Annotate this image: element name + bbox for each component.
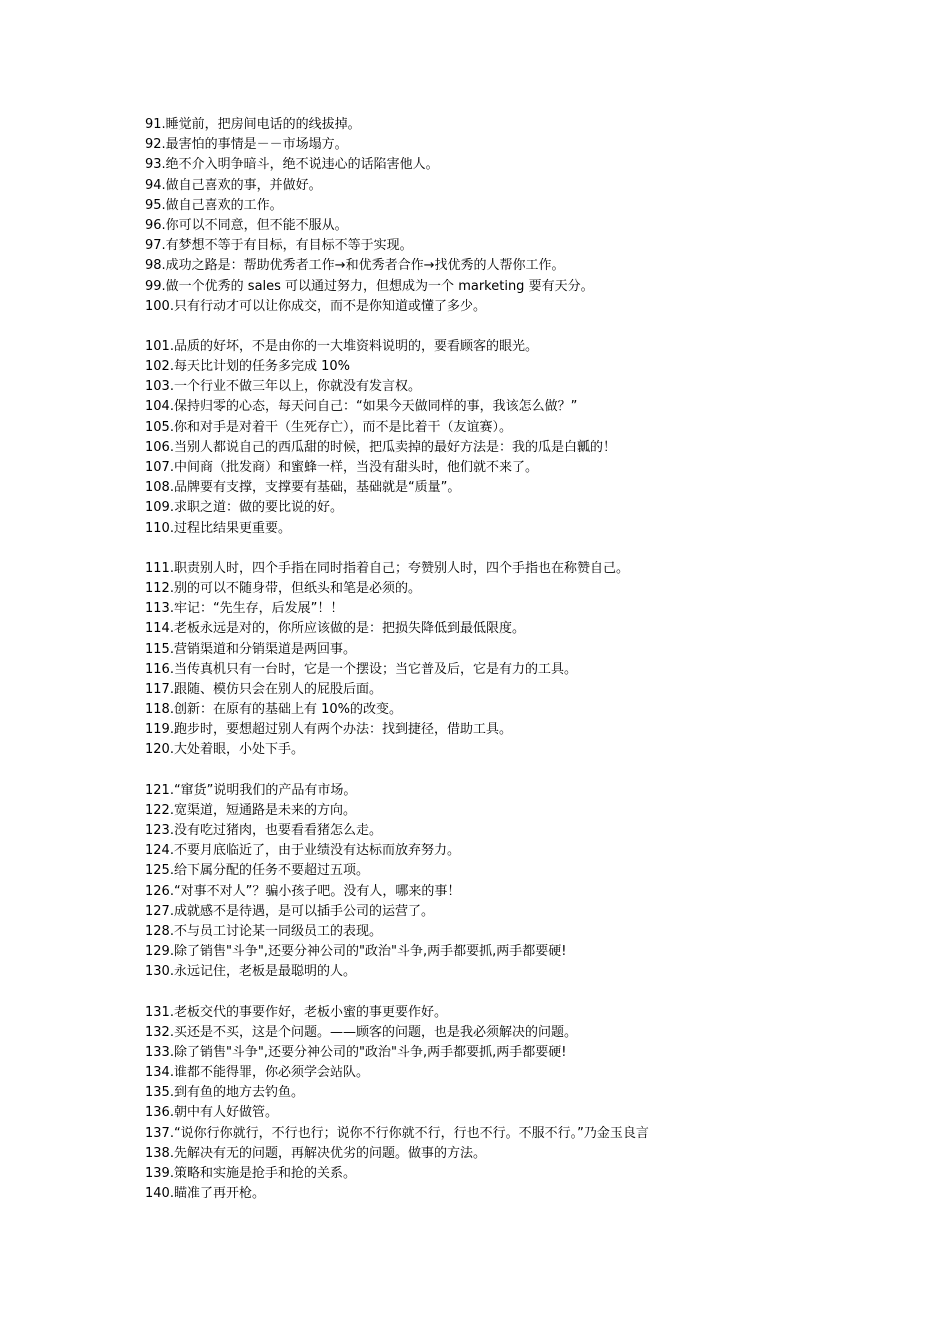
paragraph-group-121-130 [145, 781, 925, 983]
list-item: 101.品质的好坏，不是由你的一大堆资料说明的，要看顾客的眼光。 [145, 338, 538, 354]
list-item: 133.除了销售"斗争",还要分神公司的"政治"斗争,两手都要抓,两手都要硬! [145, 1044, 567, 1060]
list-item: 117.跟随、模仿只会在别人的屁股后面。 [145, 681, 382, 697]
list-item: 136.朝中有人好做管。 [145, 1105, 278, 1121]
list-item: 94.做自己喜欢的事，并做好。 [145, 177, 322, 193]
document-body [145, 115, 925, 1224]
list-item: 139.策略和实施是抢手和抢的关系。 [145, 1166, 356, 1181]
list-item: 138.先解决有无的问题，再解决优劣的问题。做事的方法。 [145, 1145, 486, 1161]
list-item: 100.只有行动才可以让你成交，而不是你知道或懂了多少。 [145, 298, 486, 314]
list-item: 126.“对事不对人”？骗小孩子吧。没有人，哪来的事！ [145, 883, 461, 899]
list-item: 134.谁都不能得罪，你必须学会站队。 [145, 1065, 369, 1081]
list-item: 131.老板交代的事要作好，老板小蜜的事更要作好。 [145, 1004, 447, 1020]
paragraph-group-131-140 [145, 1003, 925, 1205]
list-item: 129.除了销售"斗争",还要分神公司的"政治"斗争,两手都要抓,两手都要硬! [145, 944, 567, 960]
list-item: 120.大处着眼，小处下手。 [145, 742, 304, 758]
list-item: 137.“说你行你就行，不行也行；说你不行你就不行，行也不行。不服不行。”乃金玉良言 [145, 1125, 649, 1141]
list-item: 123.没有吃过猪肉，也要看看猪怎么走。 [145, 823, 382, 838]
list-item: 116.当传真机只有一台时，它是一个摆设；当它普及后，它是有力的工具。 [145, 661, 577, 677]
list-item: 104.保持归零的心态，每天问自己：“如果今天做同样的事，我该怎么做？” [145, 399, 578, 415]
list-item: 92.最害怕的事情是－－市场塌方。 [145, 137, 348, 153]
list-item: 99.做一个优秀的 sales 可以通过努力，但想成为一个 marketing 要有天分。 [145, 278, 594, 294]
list-item: 127.成就感不是待遇，是可以插手公司的运营了。 [145, 903, 434, 919]
list-item: 119.跑步时，要想超过别人有两个办法：找到捷径，借助工具。 [145, 722, 512, 738]
list-item: 102.每天比计划的任务多完成 10% [145, 359, 350, 375]
list-item: 118.创新：在原有的基础上有 10%的改变。 [145, 702, 402, 718]
list-item: 98.成功之路是：帮助优秀者工作→和优秀者合作→找优秀的人帮你工作。 [145, 258, 565, 274]
list-item: 112.别的可以不随身带，但纸头和笔是必须的。 [145, 580, 421, 596]
list-item: 109.求职之道：做的要比说的好。 [145, 500, 343, 516]
paragraph-group-111-120 [145, 559, 925, 761]
list-item: 121.“窜货”说明我们的产品有市场。 [145, 782, 357, 798]
list-item: 130.永远记住，老板是最聪明的人。 [145, 964, 356, 980]
list-item: 132.买还是不买，这是个问题。——顾客的问题，也是我必须解决的问题。 [145, 1024, 577, 1040]
list-item: 107.中间商（批发商）和蜜蜂一样，当没有甜头时，他们就不来了。 [145, 460, 538, 475]
paragraph-group-91-100 [145, 115, 925, 317]
list-item: 122.宽渠道，短通路是未来的方向。 [145, 802, 356, 818]
list-item: 135.到有鱼的地方去钓鱼。 [145, 1085, 304, 1101]
list-item: 113.牢记：“先生存，后发展”！！ [145, 601, 344, 617]
list-item: 114.老板永远是对的，你所应该做的是：把损失降低到最低限度。 [145, 621, 525, 637]
list-item: 110.过程比结果更重要。 [145, 520, 291, 536]
list-item: 115.营销渠道和分销渠道是两回事。 [145, 641, 356, 657]
list-item: 91.睡觉前，把房间电话的的线拔掉。 [145, 117, 361, 132]
list-item: 97.有梦想不等于有目标，有目标不等于实现。 [145, 238, 413, 254]
list-item: 103.一个行业不做三年以上，你就没有发言权。 [145, 379, 421, 395]
paragraph-group-101-110 [145, 337, 925, 539]
list-item: 111.职责别人时，四个手指在同时指着自己；夸赞别人时，四个手指也在称赞自己。 [145, 560, 629, 576]
list-item: 124.不要月底临近了，由于业绩没有达标而放弃努力。 [145, 843, 460, 859]
list-item: 128.不与员工讨论某一同级员工的表现。 [145, 923, 382, 939]
list-item: 106.当别人都说自己的西瓜甜的时候，把瓜卖掉的最好方法是：我的瓜是白瓤的！ [145, 439, 616, 455]
list-item: 93.绝不介入明争暗斗，绝不说违心的话陷害他人。 [145, 157, 439, 173]
list-item: 125.给下属分配的任务不要超过五项。 [145, 863, 369, 879]
list-item: 95.做自己喜欢的工作。 [145, 197, 283, 213]
list-item: 96.你可以不同意，但不能不服从。 [145, 217, 348, 233]
list-item: 140.瞄准了再开枪。 [145, 1186, 265, 1202]
list-item: 108.品牌要有支撑，支撑要有基础，基础就是“质量”。 [145, 480, 461, 496]
list-item: 105.你和对手是对着干（生死存亡），而不是比着干（友谊赛）。 [145, 419, 512, 435]
